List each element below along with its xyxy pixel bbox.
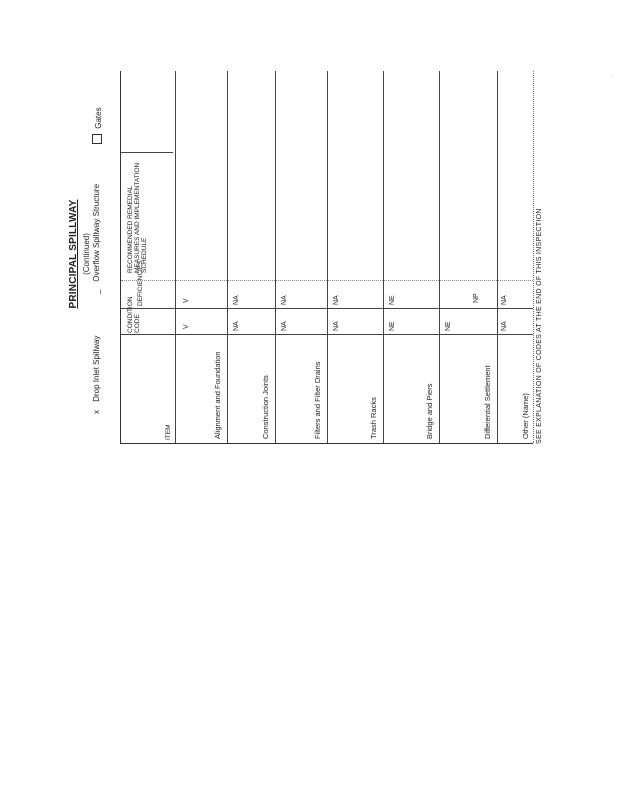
row-item: Filters and Filter Drains bbox=[313, 361, 322, 439]
header-row bbox=[121, 71, 176, 443]
row-deficiency: NA bbox=[233, 295, 240, 305]
row-item: Construction Joints bbox=[261, 375, 270, 439]
rotated-form-sheet bbox=[68, 64, 543, 444]
inspection-table bbox=[120, 71, 533, 444]
table-row bbox=[497, 71, 534, 443]
row-code: V bbox=[183, 324, 190, 329]
row-deficiency: NP bbox=[473, 293, 480, 303]
col-header-item: ITEM bbox=[165, 424, 172, 440]
row-deficiency: V bbox=[183, 298, 190, 303]
table-row bbox=[227, 71, 276, 443]
row-item: Other (Name) bbox=[521, 393, 530, 439]
row-code: NA bbox=[233, 321, 240, 331]
row-item: Bridge and Piers bbox=[425, 383, 434, 439]
row-deficiency: NA bbox=[333, 295, 340, 305]
drop-inlet-option bbox=[92, 336, 101, 414]
table-row bbox=[439, 71, 498, 443]
overflow-option bbox=[92, 184, 101, 294]
overflow-mark: _ bbox=[92, 289, 101, 294]
row-deficiency: NA bbox=[281, 295, 288, 305]
drop-inlet-mark: x bbox=[92, 410, 101, 414]
row-item: Alignment and Foundation bbox=[213, 351, 222, 439]
table-row bbox=[383, 71, 440, 443]
gates-label: Gates bbox=[94, 107, 103, 129]
table-row bbox=[327, 71, 384, 443]
form-title: PRINCIPAL SPILLWAY bbox=[68, 199, 79, 309]
gates-option bbox=[92, 107, 103, 144]
codes-footnote: SEE EXPLANATION OF CODES AT THE END OF THIS INSPECTION bbox=[536, 208, 543, 444]
row-code: NA bbox=[333, 321, 340, 331]
col-header-deficiencies: DEFICIENCIES bbox=[137, 260, 144, 306]
row-item: Trash Racks bbox=[369, 397, 378, 439]
stray-scan-mark: . bbox=[610, 72, 612, 78]
row-code: NE bbox=[389, 321, 396, 331]
row-deficiency: NE bbox=[389, 295, 396, 305]
drop-inlet-label: Drop Inlet Spillway bbox=[92, 335, 101, 402]
table-row bbox=[175, 71, 228, 443]
table-row bbox=[275, 71, 328, 443]
row-item: Differential Settlement bbox=[483, 365, 492, 439]
row-deficiency: NA bbox=[501, 295, 508, 305]
col-header-code: CONDITION CODE bbox=[127, 296, 141, 333]
row-code: NA bbox=[501, 321, 508, 331]
col-header-recommended: RECOMMENDED REMEDIAL MEASURES AND IMPLEMENTATION SCHEDULE bbox=[127, 162, 148, 273]
overflow-label: Overflow Spillway Structure bbox=[92, 183, 101, 282]
gates-checkbox bbox=[92, 134, 102, 144]
row-code: NE bbox=[445, 321, 452, 331]
form-subtitle: (Continued) bbox=[82, 233, 91, 275]
row-code: NA bbox=[281, 321, 288, 331]
